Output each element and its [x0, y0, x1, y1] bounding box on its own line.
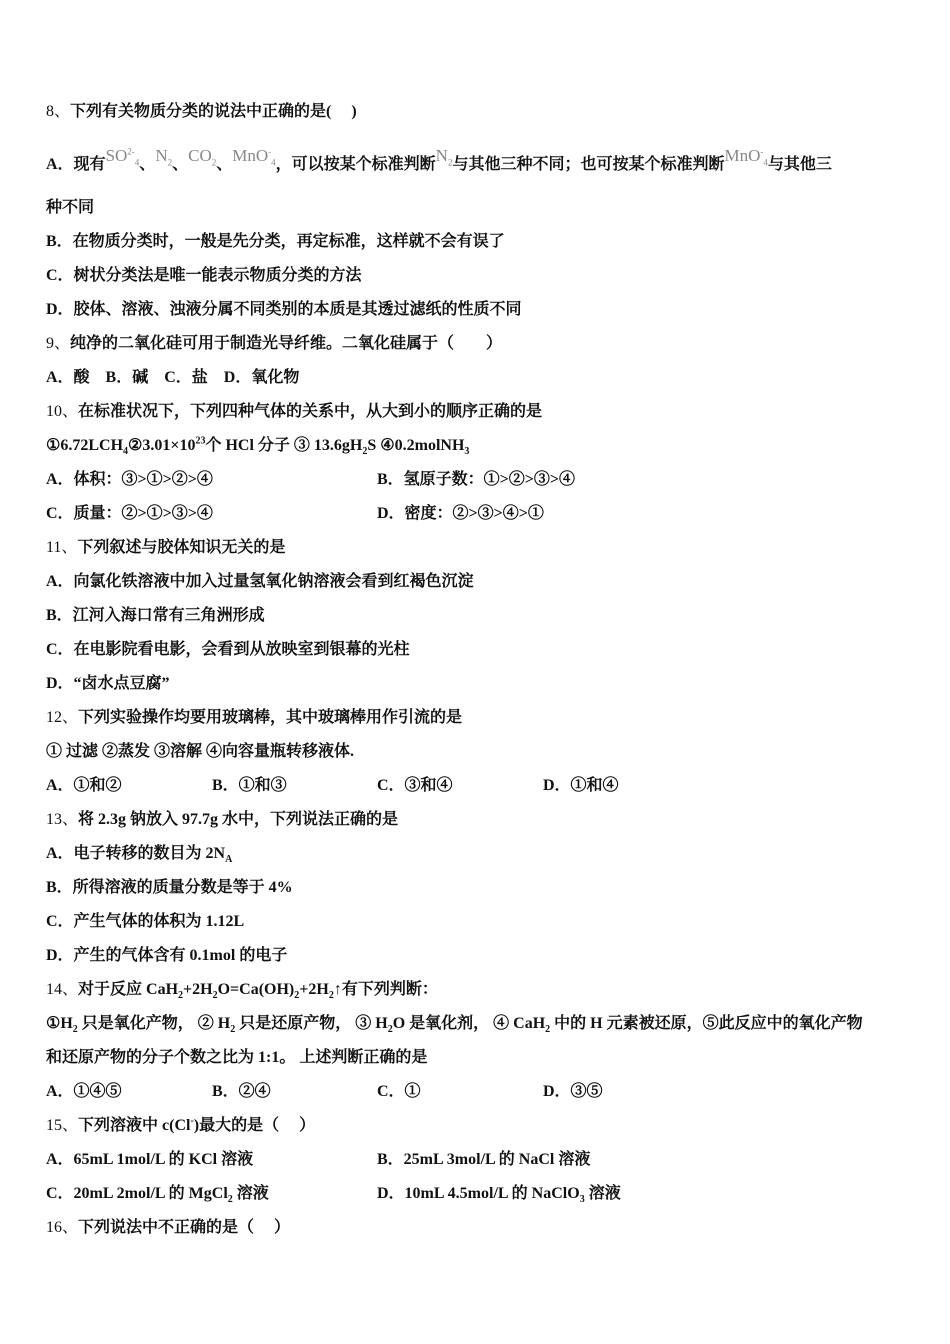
question-stem: [46, 398, 916, 432]
question-number: 14、: [46, 981, 79, 998]
text-run: A．酸 B．碱 C．盐 D．氧化物: [46, 369, 300, 386]
subscript: 2: [72, 1024, 78, 1036]
answer-option: [377, 1078, 421, 1106]
formula-charge: 2-: [127, 146, 135, 157]
text-run: D．“卤水点豆腐”: [46, 675, 170, 692]
subscript: 2: [328, 990, 334, 1002]
text-run: B．所得溶液的质量分数是等于 4%: [46, 879, 293, 896]
subscript: 4: [123, 446, 129, 458]
question-stem: [46, 976, 916, 1010]
text-run: O 是氧化剂， ④ CaH: [392, 1015, 546, 1032]
subscript: 3: [464, 446, 470, 458]
formula-subscript: 4: [134, 157, 140, 168]
answer-option: [46, 466, 213, 494]
text-run: 与其他三: [767, 156, 832, 173]
text-line: [46, 636, 916, 670]
text-run: D．③⑤: [543, 1083, 603, 1100]
text-run: 中的 H 元素被还原，⑤此反应中的氧化产物: [550, 1015, 863, 1032]
subscript: 2: [294, 990, 300, 1002]
text-run: S ④0.2molNH: [367, 437, 465, 454]
text-run: 对于反应 CaH: [78, 981, 179, 998]
question-number: 9、: [46, 335, 71, 352]
text-run: 、: [139, 156, 156, 173]
text-line: [46, 602, 916, 636]
text-run: D．密度：②>③>④>①: [377, 505, 544, 522]
text-run: B．②④: [212, 1083, 271, 1100]
formula-charge: -: [268, 146, 272, 157]
chemical-formula: [232, 146, 276, 168]
text-run: +2H: [299, 981, 329, 998]
question-number: 8、: [46, 103, 71, 120]
answer-option: [543, 772, 619, 800]
answer-option: [543, 1078, 603, 1106]
text-run: 下列实验操作均要用玻璃棒，其中玻璃棒用作引流的是: [78, 709, 463, 726]
formula-charge: -: [760, 146, 764, 157]
text-run: 、: [216, 156, 233, 173]
text-run: 将 2.3g 钠放入 97.7g 水中，下列说法正确的是: [78, 811, 399, 828]
subscript: 2: [212, 990, 218, 1002]
answer-option: [46, 1146, 253, 1174]
text-run: O=Ca(OH): [217, 981, 295, 998]
text-run: C．树状分类法是唯一能表示物质分类的方法: [46, 267, 362, 284]
text-run: 、: [172, 156, 189, 173]
formula-subscript: 4: [763, 157, 768, 168]
answer-option: [377, 500, 544, 528]
question-stem: [46, 704, 916, 738]
question-number: 15、: [46, 1117, 79, 1134]
text-run: 在标准状况下，下列四种气体的关系中，从大到小的顺序正确的是: [78, 403, 543, 420]
text-run: 种不同: [46, 199, 95, 216]
text-run: ①6.72LCH: [46, 437, 124, 454]
answer-option: [377, 466, 575, 494]
text-run: D．胶体、溶液、浊液分属不同类别的本质是其透过滤纸的性质不同: [46, 301, 522, 318]
text-run: +2H: [183, 981, 213, 998]
formula-subscript: 2: [167, 157, 173, 168]
formula-subscript: 2: [211, 157, 217, 168]
answer-option: [212, 1078, 271, 1106]
chemical-formula: [105, 146, 140, 168]
text-line: [46, 194, 916, 228]
document-body: [46, 98, 916, 1248]
answer-option: [212, 772, 287, 800]
question-number: 13、: [46, 811, 79, 828]
text-run: C．20mL 2mol/L 的 MgCl: [46, 1185, 228, 1202]
text-run: D．①和④: [543, 777, 619, 794]
option-row: [46, 1078, 916, 1112]
text-run: 下列有关物质分类的说法中正确的是( ): [70, 103, 357, 120]
question-stem: [46, 98, 916, 144]
text-line: [46, 144, 916, 194]
text-line: [46, 738, 916, 772]
text-run: B．①和③: [212, 777, 287, 794]
text-run: 只是还原产物， ③ H: [235, 1015, 388, 1032]
text-run: C．在电影院看电影，会看到从放映室到银幕的光柱: [46, 641, 410, 658]
text-run: 溶液: [584, 1185, 621, 1202]
text-line: [46, 364, 916, 398]
superscript: -: [190, 1115, 194, 1127]
chemical-formula: [188, 146, 217, 168]
question-number: 12、: [46, 709, 79, 726]
text-line: [46, 432, 916, 466]
text-run: A．①④⑤: [46, 1083, 122, 1100]
subscript: A: [225, 854, 233, 866]
text-run: 下列溶液中 c(Cl: [78, 1117, 191, 1134]
text-line: [46, 874, 916, 908]
answer-option: [46, 1180, 269, 1208]
text-line: [46, 670, 916, 704]
option-row: [46, 772, 916, 806]
text-run: ①H: [46, 1015, 73, 1032]
answer-option: [377, 772, 453, 800]
text-run: C．产生气体的体积为 1.12L: [46, 913, 245, 930]
text-line: [46, 262, 916, 296]
text-run: B．江河入海口常有三角洲形成: [46, 607, 265, 624]
chemical-formula: [155, 146, 173, 168]
text-run: A．体积：③>①>②>④: [46, 471, 213, 488]
subscript: 3: [579, 1194, 585, 1206]
option-row: [46, 1146, 916, 1180]
question-stem: [46, 1214, 916, 1248]
text-run: 个 HCl 分子 ③ 13.6gH: [205, 437, 363, 454]
text-run: A．向氯化铁溶液中加入过量氢氧化钠溶液会看到红褐色沉淀: [46, 573, 474, 590]
text-run: D．10mL 4.5mol/L 的 NaClO: [377, 1185, 580, 1202]
option-row: [46, 1180, 916, 1214]
text-run: 下列叙述与胶体知识无关的是: [77, 539, 286, 556]
formula-base: N: [155, 146, 168, 165]
subscript: 2: [230, 1024, 236, 1036]
text-run: ① 过滤 ②蒸发 ③溶解 ④向容量瓶转移液体.: [46, 743, 355, 760]
answer-option: [46, 500, 213, 528]
text-run: A．现有: [46, 156, 106, 173]
text-run: 和还原产物的分子个数之比为 1:1。 上述判断正确的是: [46, 1049, 428, 1066]
text-run: )最大的是（ ）: [193, 1117, 316, 1134]
subscript: 2: [178, 990, 184, 1002]
answer-option: [377, 1146, 590, 1174]
text-run: D．产生的气体含有 0.1mol 的电子: [46, 947, 288, 964]
question-stem: [46, 330, 916, 364]
text-line: [46, 228, 916, 262]
formula-base: CO: [188, 146, 212, 165]
superscript: 23: [195, 435, 206, 447]
option-row: [46, 500, 916, 534]
text-run: 与其他三种不同；也可按某个标准判断: [452, 156, 725, 173]
question-stem: [46, 534, 916, 568]
subscript: 2: [387, 1024, 393, 1036]
text-run: C．质量：②>①>③>④: [46, 505, 213, 522]
text-run: 下列说法中不正确的是（ ）: [78, 1219, 291, 1236]
formula-base: N: [435, 146, 448, 165]
text-run: 只是氧化产物， ② H: [77, 1015, 231, 1032]
question-number: 10、: [46, 403, 79, 420]
text-run: ②3.01×10: [128, 437, 196, 454]
question-stem: [46, 1112, 916, 1146]
formula-subscript: 4: [271, 157, 276, 168]
text-run: C．①: [377, 1083, 421, 1100]
question-stem: [46, 806, 916, 840]
text-line: [46, 942, 916, 976]
text-line: [46, 1044, 916, 1078]
text-run: B．25mL 3mol/L 的 NaCl 溶液: [377, 1151, 591, 1168]
text-line: [46, 908, 916, 942]
subscript: 2: [545, 1024, 551, 1036]
question-number: 11、: [46, 539, 78, 556]
subscript: 2: [227, 1194, 233, 1206]
chemical-formula: [435, 146, 453, 168]
text-run: A．65mL 1mol/L 的 KCl 溶液: [46, 1151, 254, 1168]
answer-option: [46, 1078, 122, 1106]
formula-base: SO: [105, 146, 128, 165]
answer-option: [46, 772, 122, 800]
formula-base: MnO: [232, 146, 269, 165]
text-run: A．电子转移的数目为 2N: [46, 845, 226, 862]
option-row: [46, 466, 916, 500]
text-run: 纯净的二氧化硅可用于制造光导纤维。二氧化硅属于（ ）: [70, 335, 503, 352]
answer-option: [377, 1180, 621, 1208]
text-line: [46, 296, 916, 330]
text-run: B．在物质分类时，一般是先分类，再定标准，这样就不会有误了: [46, 233, 505, 250]
text-run: ↑有下列判断：: [333, 981, 438, 998]
text-run: 溶液: [232, 1185, 269, 1202]
text-run: C．③和④: [377, 777, 453, 794]
formula-base: MnO: [724, 146, 761, 165]
question-number: 16、: [46, 1219, 79, 1236]
text-line: [46, 1010, 916, 1044]
chemical-formula: [724, 146, 768, 168]
text-run: A．①和②: [46, 777, 122, 794]
formula-subscript: 2: [447, 157, 453, 168]
text-line: [46, 840, 916, 874]
text-line: [46, 568, 916, 602]
text-run: B．氢原子数：①>②>③>④: [377, 471, 576, 488]
text-run: ，可以按某个标准判断: [275, 156, 436, 173]
subscript: 2: [362, 446, 368, 458]
